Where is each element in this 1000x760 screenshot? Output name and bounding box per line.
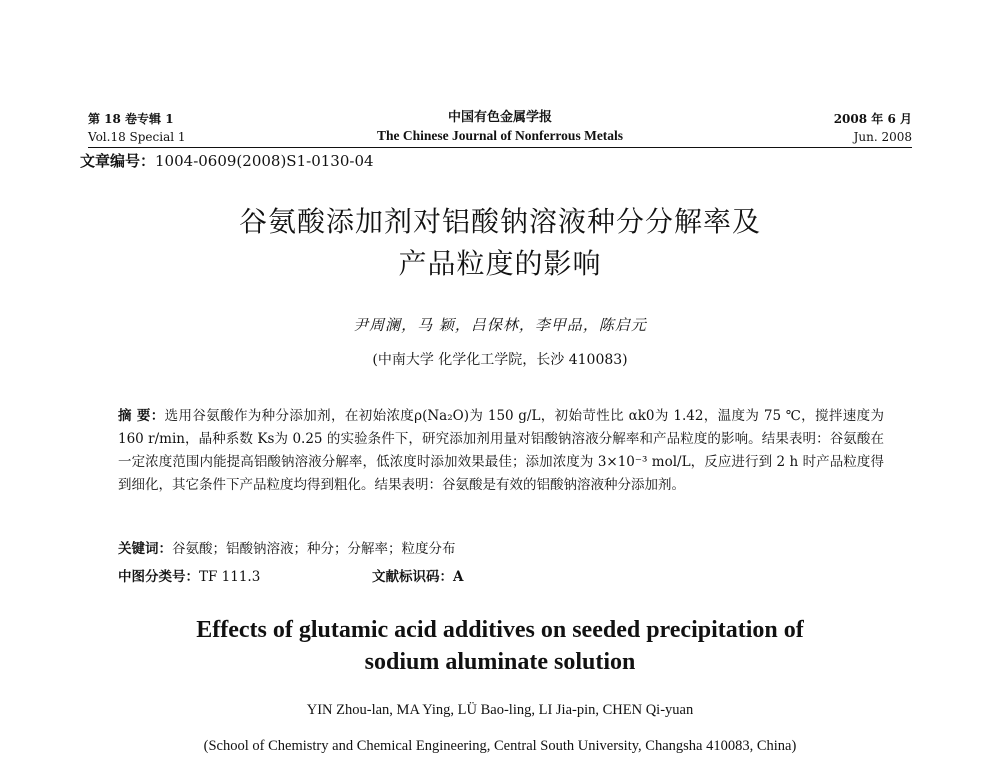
header-volume-en: Vol.18 Special 1 bbox=[88, 130, 186, 144]
document-code-value: A bbox=[453, 569, 464, 585]
article-number bbox=[80, 150, 374, 172]
keywords-label: 关键词： bbox=[118, 541, 172, 557]
cn-authors: 尹周澜，马 颖，吕保林，李甲品，陈启元 bbox=[353, 316, 647, 334]
header-rule bbox=[88, 147, 912, 148]
abstract bbox=[118, 405, 884, 497]
keywords bbox=[118, 538, 456, 560]
en-title-line2: sodium aluminate solution bbox=[364, 649, 636, 675]
classification-value: TF 111.3 bbox=[199, 569, 261, 585]
en-affiliation: (School of Chemistry and Chemical Engineering, Central South University, Changsha 410083, China) bbox=[203, 738, 797, 754]
cn-affiliation: (中南大学 化学化工学院，长沙 410083) bbox=[372, 352, 628, 368]
header-journal-en: The Chinese Journal of Nonferrous Metals bbox=[376, 128, 624, 143]
article-number-label: 文章编号： bbox=[80, 152, 156, 170]
abstract-label: 摘 要： bbox=[118, 408, 165, 424]
document-code bbox=[372, 566, 463, 588]
header-journal-cn: 中国有色金属学报 bbox=[447, 110, 552, 125]
classification-label: 中图分类号： bbox=[118, 569, 199, 585]
header-date-cn: 2008 年 6 月 bbox=[833, 112, 912, 126]
document-code-label: 文献标识码： bbox=[372, 569, 453, 585]
en-authors: YIN Zhou-lan, MA Ying, LÜ Bao-ling, LI Jia-pin, CHEN Qi-yuan bbox=[306, 702, 694, 718]
header-volume-cn: 第 18 卷专辑 1 bbox=[88, 112, 174, 126]
abstract-text: 选用谷氨酸作为种分添加剂，在初始浓度ρ(Na₂O)为 150 g/L，初始苛性比 αk0为 1.42，温度为 75 ℃，搅拌速度为 160 r/min，晶种系数 Ks为 0.25 的实验条件下，研究添加剂用量对铝酸钠溶液分解率和产品粒度的影响。结果表明：谷氨酸在一定浓度范围内能提高铝酸钠溶液分解率，低浓度时添加效果最佳；添加浓度为 3×10⁻³ mol/L，反应进行到 2 h 时产品粒度得到细化，其它条件下产品粒度均得到粗化。结果表明：谷氨酸是有效的铝酸钠溶液种分添加剂。 bbox=[118, 408, 884, 493]
cn-title-line2: 产品粒度的影响 bbox=[398, 247, 602, 280]
article-number-value: 1004-0609(2008)S1-0130-04 bbox=[155, 152, 374, 170]
keywords-text: 谷氨酸；铝酸钠溶液；种分；分解率；粒度分布 bbox=[172, 541, 456, 557]
cn-title-line1: 谷氨酸添加剂对铝酸钠溶液种分分解率及 bbox=[238, 205, 761, 238]
en-title-line1: Effects of glutamic acid additives on seeded precipitation of bbox=[196, 617, 804, 643]
classification bbox=[118, 566, 260, 588]
header-date-en: Jun. 2008 bbox=[853, 130, 912, 144]
